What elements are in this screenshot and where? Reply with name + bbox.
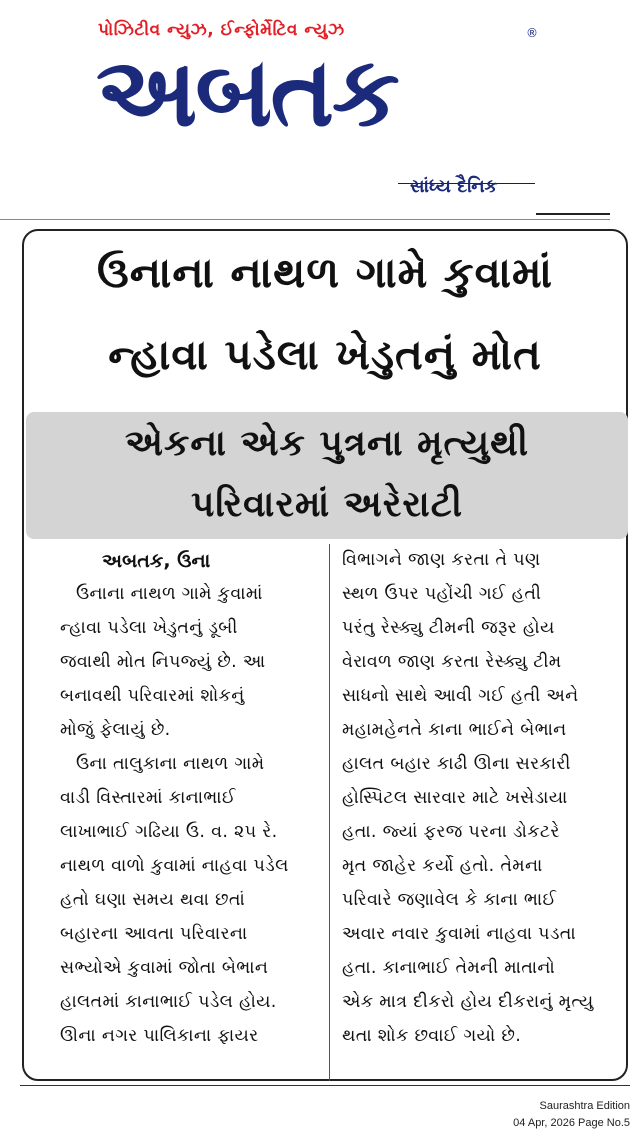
- body-line: પરિવારે જણાવેલ કે કાના ભાઈ: [342, 890, 557, 910]
- body-line: ન્હાવા પડેલા ખેડુતનું ડૂબી: [60, 618, 238, 638]
- dateline: અબતક, ઉના: [102, 550, 211, 572]
- body-line: હાલતમાં કાનાભાઈ પડેલ હોય.: [60, 992, 277, 1012]
- body-line: બહારના આવતા પરિવારના: [60, 924, 248, 944]
- body-line: હોસ્પિટલ સારવાર માટે ખસેડાયા: [342, 788, 568, 808]
- body-line: લાખાભાઈ ગઢિયા ઉ. વ. ૨૫ રે.: [60, 822, 278, 842]
- headline-line-1-text: ઉનાના નાથળ ગામે કુવામાં: [97, 248, 553, 297]
- body-line: વિભાગને જાણ કરતા તે પણ: [342, 550, 541, 570]
- body-line: સ્થળ ઉપર પહોંચી ગઈ હતી: [342, 584, 542, 604]
- body-line: જવાથી મોત નિપજ્યું છે. આ: [60, 652, 266, 672]
- body-line: હતા. જ્યાં ફરજ પરના ડોકટરે: [342, 822, 560, 842]
- body-line: હતા. કાનાભાઈ તેમની માતાનો: [342, 958, 556, 978]
- footer-date-page: 04 Apr, 2026 Page No.5: [513, 1117, 630, 1129]
- body-line: સભ્યોએ કુવામાં જોતા બેભાન: [60, 958, 269, 978]
- edition-label: સાંધ્ય દૈનિક: [410, 176, 498, 197]
- body-line: મૃત જાહેર કર્યો હતો. તેમના: [342, 856, 543, 876]
- body-line: ઉના તાલુકાના નાથળ ગામે: [76, 754, 265, 774]
- headline-line-1: [30, 248, 620, 297]
- newspaper-logo: અબતક: [96, 36, 398, 148]
- footer-edition: Saurashtra Edition: [539, 1100, 630, 1112]
- body-line: ઊના નગર પાલિકાના ફાયર: [60, 1026, 259, 1046]
- body-line: વાડી વિસ્તારમાં કાનાભાઈ: [60, 788, 236, 808]
- body-line: હતો ઘણા સમય થવા છતાં: [60, 890, 246, 910]
- subheadline-line-1: [26, 423, 628, 464]
- body-line: મહામહેનતે કાના ભાઈને બેભાન: [342, 720, 567, 740]
- body-line: ઉનાના નાથળ ગામે કુવામાં: [76, 584, 263, 604]
- masthead-divider: [0, 219, 610, 220]
- body-line: વેરાવળ જાણ કરતા રેસ્ક્યુ ટીમ: [342, 652, 562, 672]
- subheadline-line-1-text: એકના એક પુત્રના મૃત્યુથી: [124, 423, 530, 464]
- column-divider: [329, 544, 330, 1081]
- registered-mark: ®: [526, 26, 538, 40]
- body-line: પરંતુ રેસ્ક્યુ ટીમની જરૂર હોય: [342, 618, 555, 638]
- body-line: મોજું ફેલાયું છે.: [60, 720, 171, 740]
- body-line: થતા શોક છવાઈ ગયો છે.: [342, 1026, 522, 1046]
- body-line: હાલત બહાર કાઢી ઊના સરકારી: [342, 754, 571, 774]
- body-line: એક માત્ર દીકરો હોય દીકરાનું મૃત્યુ: [342, 992, 594, 1012]
- body-line: નાથળ વાળો કુવામાં નાહવા પડેલ: [60, 856, 289, 876]
- subheadline-line-2: [26, 484, 628, 525]
- headline-line-2: [30, 330, 620, 379]
- body-line: અવાર નવાર કુવામાં નાહવા પડતા: [342, 924, 576, 944]
- masthead-tagline: પોઝિટીવ ન્યુઝ, ઈન્ફોર્મેટિવ ન્યુઝ: [98, 20, 345, 40]
- footer-divider: [20, 1085, 630, 1086]
- body-line: સાધનો સાથે આવી ગઈ હતી અને: [342, 686, 579, 706]
- body-line: બનાવથી પરિવારમાં શોકનું: [60, 686, 245, 706]
- masthead-divider-accent: [536, 213, 610, 215]
- subheadline-line-2-text: પરિવારમાં અરેરાટી: [190, 484, 463, 525]
- headline-line-2-text: ન્હાવા પડેલા ખેડુતનું મોત: [108, 330, 542, 379]
